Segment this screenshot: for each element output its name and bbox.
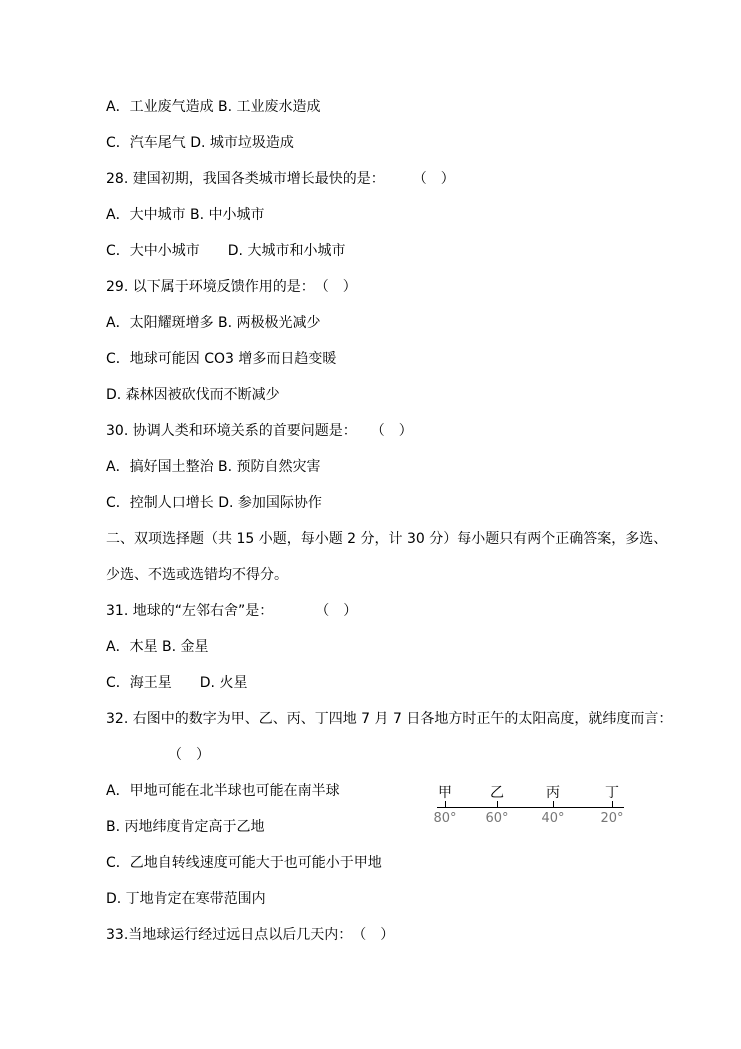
q32-option-line-c: C．乙地自转线速度可能大于也可能小于甲地 [106,855,382,871]
diagram-point-label: 丙 [546,785,560,801]
tick-mark [445,801,446,808]
q31-option-line-cd: C．海王星 D. 火星 [106,675,248,691]
question-32-line: 32. 右图中的数字为甲、乙、丙、丁四地 7 月 7 日各地方时正午的太阳高度，就纬度而言： [106,711,673,727]
q28-option-line-cd: C．大中小城市 D. 大城市和小城市 [106,243,346,259]
q30-option-line-cd: C．控制人口增长 D. 参加国际协作 [106,495,322,511]
question-31-line: 31. 地球的“左邻右舍”是： （ ） [106,603,358,619]
q28-option-line-ab: A．大中城市 B. 中小城市 [106,207,265,223]
question-29-line: 29. 以下属于环境反馈作用的是： （ ） [106,279,357,295]
section-2-header-line-1: 二、双项选择题（共 15 小题，每小题 2 分，计 30 分）每小题只有两个正确答案，多选、 [106,531,668,547]
diagram-point-value: 80° [433,811,457,826]
tick-mark [553,801,554,808]
q29-option-line-ab: A．太阳耀斑增多 B. 两极极光减少 [106,315,321,331]
q29-option-line-c: C．地球可能因 CO3 增多而日趋变暖 [106,351,337,367]
diagram-point-value: 60° [485,811,509,826]
diagram-point-label: 乙 [490,785,504,801]
diagram-point-label: 丁 [605,785,619,801]
diagram-point-value: 40° [541,811,565,826]
diagram-point-label: 甲 [438,785,452,801]
q29-option-line-d: D. 森林因被砍伐而不断减少 [106,387,280,403]
axis-line [437,807,624,808]
question-30-line: 30. 协调人类和环境关系的首要问题是： （ ） [106,423,413,439]
question-28-line: 28. 建国初期，我国各类城市增长最快的是： （ ） [106,171,455,187]
sun-angle-number-line-diagram [433,784,627,830]
q27-option-line-ab: A．工业废气造成 B. 工业废水造成 [106,99,321,115]
tick-mark [497,801,498,808]
q30-option-line-ab: A．搞好国土整治 B. 预防自然灾害 [106,459,321,475]
q32-option-line-d: D. 丁地肯定在寒带范围内 [106,891,266,907]
diagram-point-value: 20° [600,811,624,826]
q31-option-line-ab: A．木星 B. 金星 [106,639,209,655]
tick-mark [612,801,613,808]
q32-answer-blank-line: （ ） [168,747,210,763]
q27-option-line-cd: C．汽车尾气 D. 城市垃圾造成 [106,135,294,151]
q32-option-line-a: A．甲地可能在北半球也可能在南半球 [106,783,340,799]
section-2-header-line-2: 少选、不选或选错均不得分。 [106,567,288,583]
q32-option-line-b: B. 丙地纬度肯定高于乙地 [106,819,265,835]
question-33-line: 33.当地球运行经过远日点以后几天内： （ ） [106,927,395,943]
